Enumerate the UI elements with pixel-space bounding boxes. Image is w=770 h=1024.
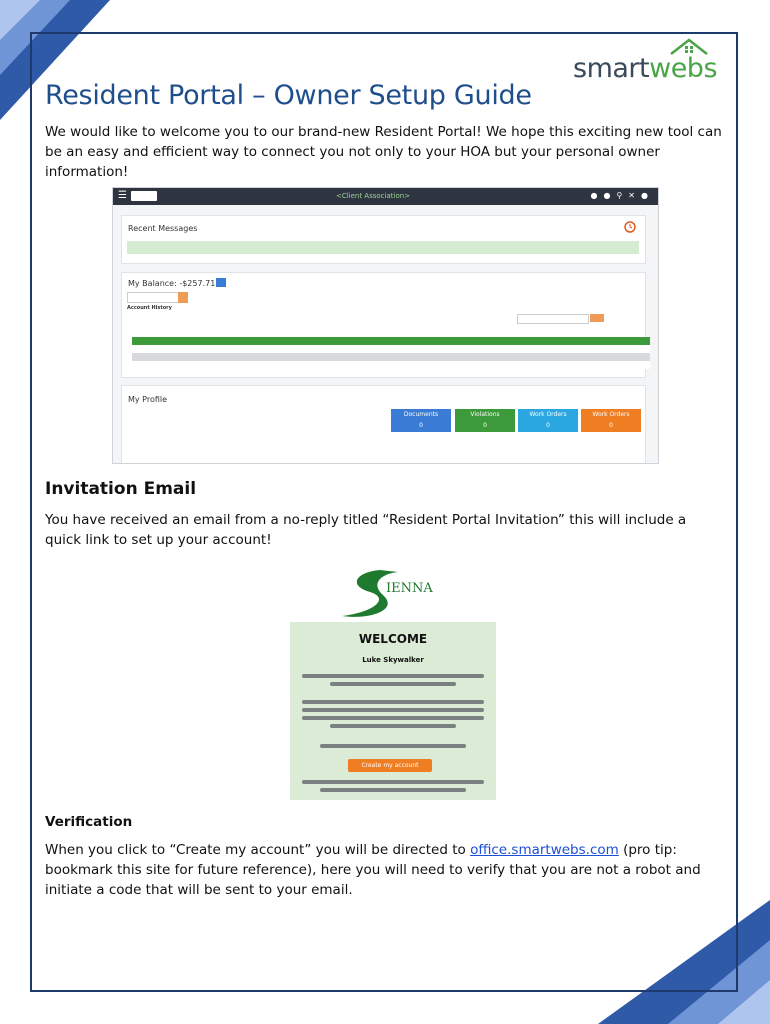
logo-text-webs: webs	[649, 53, 718, 84]
create-account-button[interactable]: Create my account	[348, 759, 432, 772]
search-icon	[178, 292, 188, 303]
date-filter	[517, 314, 589, 324]
verification-text-start: When you click to “Create my account” you will be directed to	[45, 842, 471, 858]
topbar-icons: ●●⚲✕●	[590, 191, 654, 200]
invitation-heading: Invitation Email	[45, 479, 197, 499]
email-text-line	[330, 682, 456, 686]
portal-brand-logo	[131, 191, 157, 201]
email-text-line	[320, 744, 466, 748]
email-text-line	[320, 788, 466, 792]
table-row	[132, 361, 650, 369]
email-text-line	[302, 708, 484, 712]
portal-screenshot	[112, 187, 659, 464]
email-text-line	[330, 724, 456, 728]
account-history-label: Account History	[127, 305, 172, 311]
search-field	[127, 292, 179, 303]
welcome-email-preview	[290, 622, 496, 800]
work-orders-tile-2	[581, 409, 641, 432]
tile-label: Violations	[470, 411, 500, 418]
verification-heading: Verification	[45, 814, 133, 830]
logo-text-smart: smart	[573, 53, 650, 84]
tile-label: Documents	[403, 411, 439, 418]
tile-value: 0	[609, 422, 613, 429]
recent-messages-card	[121, 215, 646, 264]
recent-messages-title: Recent Messages	[128, 224, 198, 233]
tile-label: Work Orders	[592, 411, 630, 418]
violations-tile	[455, 409, 515, 432]
office-smartwebs-link[interactable]: office.smartwebs.com	[470, 842, 619, 858]
menu-icon: ☰	[118, 190, 127, 201]
page-title: Resident Portal – Owner Setup Guide	[45, 80, 532, 111]
smartwebs-logo	[573, 38, 733, 84]
sienna-logo	[340, 568, 440, 620]
my-profile-title: My Profile	[128, 395, 168, 404]
work-orders-tile	[518, 409, 578, 432]
email-text-line	[302, 780, 484, 784]
portal-topbar	[113, 188, 658, 205]
tile-label: Work Orders	[529, 411, 567, 418]
invitation-paragraph: You have received an email from a no-reply titled “Resident Portal Invitation” this will include a quick link to set up your account!	[45, 512, 687, 548]
filter-button	[590, 314, 604, 322]
email-text-line	[302, 700, 484, 704]
tile-value: 0	[546, 422, 550, 429]
tile-value: 0	[419, 422, 423, 429]
verification-paragraph	[45, 840, 725, 900]
table-row	[132, 353, 650, 361]
balance-title: My Balance: -$257.71	[128, 279, 216, 288]
welcome-heading: WELCOME	[358, 632, 428, 646]
sienna-text: IENNA	[386, 581, 433, 596]
balance-dropdown	[216, 278, 226, 287]
association-selector: <Client Association>	[335, 192, 411, 200]
email-text-line	[302, 674, 484, 678]
history-table-header	[132, 337, 650, 345]
table-row	[132, 345, 650, 353]
history-icon	[623, 220, 637, 236]
verification-text-end: (pro tip: bookmark this site for future reference), here you will need to verify that you are not a robot and initiate a code that will be sent to your email.	[45, 842, 701, 898]
balance-card	[121, 272, 646, 378]
documents-tile	[391, 409, 451, 432]
email-text-line	[302, 716, 484, 720]
intro-paragraph: We would like to welcome you to our brand-new Resident Portal! We hope this exciting new tool can be an easy and efficient way to connect you not only to your HOA but your personal owner information!	[45, 124, 722, 180]
recipient-name: Luke Skywalker	[362, 656, 424, 664]
tile-value: 0	[483, 422, 487, 429]
messages-empty-bar	[127, 241, 639, 254]
